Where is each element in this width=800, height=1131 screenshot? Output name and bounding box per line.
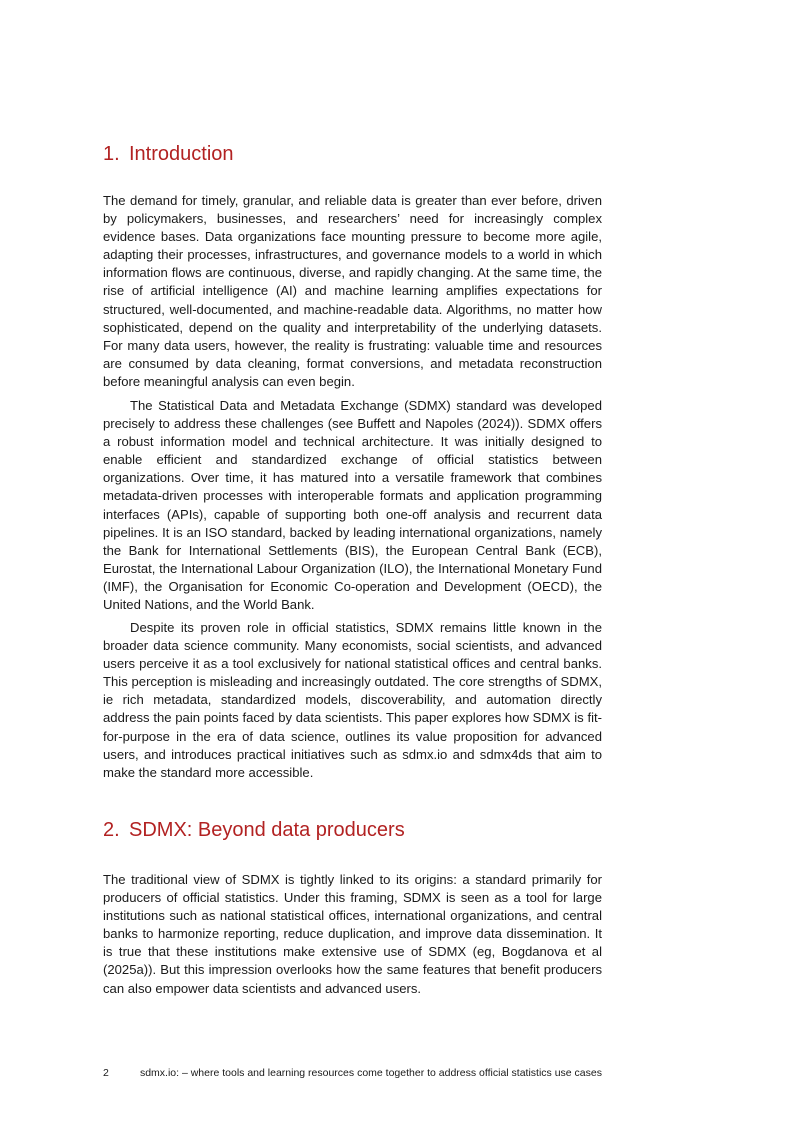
- section-number: 1.: [103, 143, 120, 165]
- paragraph: The demand for timely, granular, and reliable data is greater than ever before, driven by policymakers, businesses, and researchers’ need for increasingly complex evidence bases. Data organizations face mounting pressure to become more agile, adapting their processes, infrastructures, and governance models to a world in which information flows are continuous, diverse, and rapidly changing. At the same time, the rise of artificial intelligence (AI) and machine learning amplifies expectations for structured, well-documented, and machine-readable data. Algorithms, no matter how sophisticated, depend on the quality and interpretability of the underlying datasets. For many data users, however, the reality is frustrating: valuable time and resources are consumed by data cleaning, format conversions, and metadata reconstruction before meaningful analysis can even begin.: [103, 193, 602, 389]
- paragraph: The traditional view of SDMX is tightly linked to its origins: a standard primarily for producers of official statistics. Under this framing, SDMX is seen as a tool for large institutions such as national statistical offices, international organizations, and central banks to harmonize reporting, reduce duplication, and improve data dissemination. It is true that these institutions make extensive use of SDMX (eg, Bogdanova et al (2025a)). But this impression overlooks how the same features that benefit producers can also empower data scientists and advanced users.: [103, 872, 602, 996]
- page-number: 2: [103, 1067, 109, 1079]
- paragraph: Despite its proven role in official statistics, SDMX remains little known in the broader data science community. Many economists, social scientists, and advanced users perceive it as a tool exclusively for national statistical offices and central banks. This perception is misleading and increasingly outdated. The core strengths of SDMX, ie rich metadata, standardized models, discoverability, and automation directly address the pain points faced by data scientists. This paper explores how SDMX is fit-for-purpose in the era of data science, outlines its value proposition for advanced users, and introduces practical initiatives such as sdmx.io and sdmx4ds that aim to make the standard more accessible.: [103, 620, 602, 780]
- section-heading-introduction: [103, 143, 234, 166]
- section-number: 2.: [103, 819, 120, 841]
- running-title: sdmx.io: – where tools and learning resources come together to address official statistics use cases: [139, 1067, 602, 1079]
- section-title: Introduction: [129, 143, 234, 165]
- section-title: SDMX: Beyond data producers: [129, 819, 405, 841]
- page-body: [103, 0, 602, 1131]
- paragraph: The Statistical Data and Metadata Exchange (SDMX) standard was developed precisely to address these challenges (see Buffett and Napoles (2024)). SDMX offers a robust information model and technical architecture. It was initially designed to enable efficient and standardized exchange of official statistics between organizations. Over time, it has matured into a versatile framework that combines metadata-driven processes with interoperable formats and application programming interfaces (APIs), capable of supporting both one-off analysis and recurrent data pipelines. It is an ISO standard, backed by leading international organizations, namely the Bank for International Settlements (BIS), the European Central Bank (ECB), Eurostat, the International Labour Organization (ILO), the International Monetary Fund (IMF), the Organisation for Economic Co-operation and Development (OECD), the United Nations, and the World Bank.: [103, 398, 602, 613]
- section-heading-sdmx-beyond: [103, 819, 405, 842]
- page-footer: [103, 1067, 602, 1079]
